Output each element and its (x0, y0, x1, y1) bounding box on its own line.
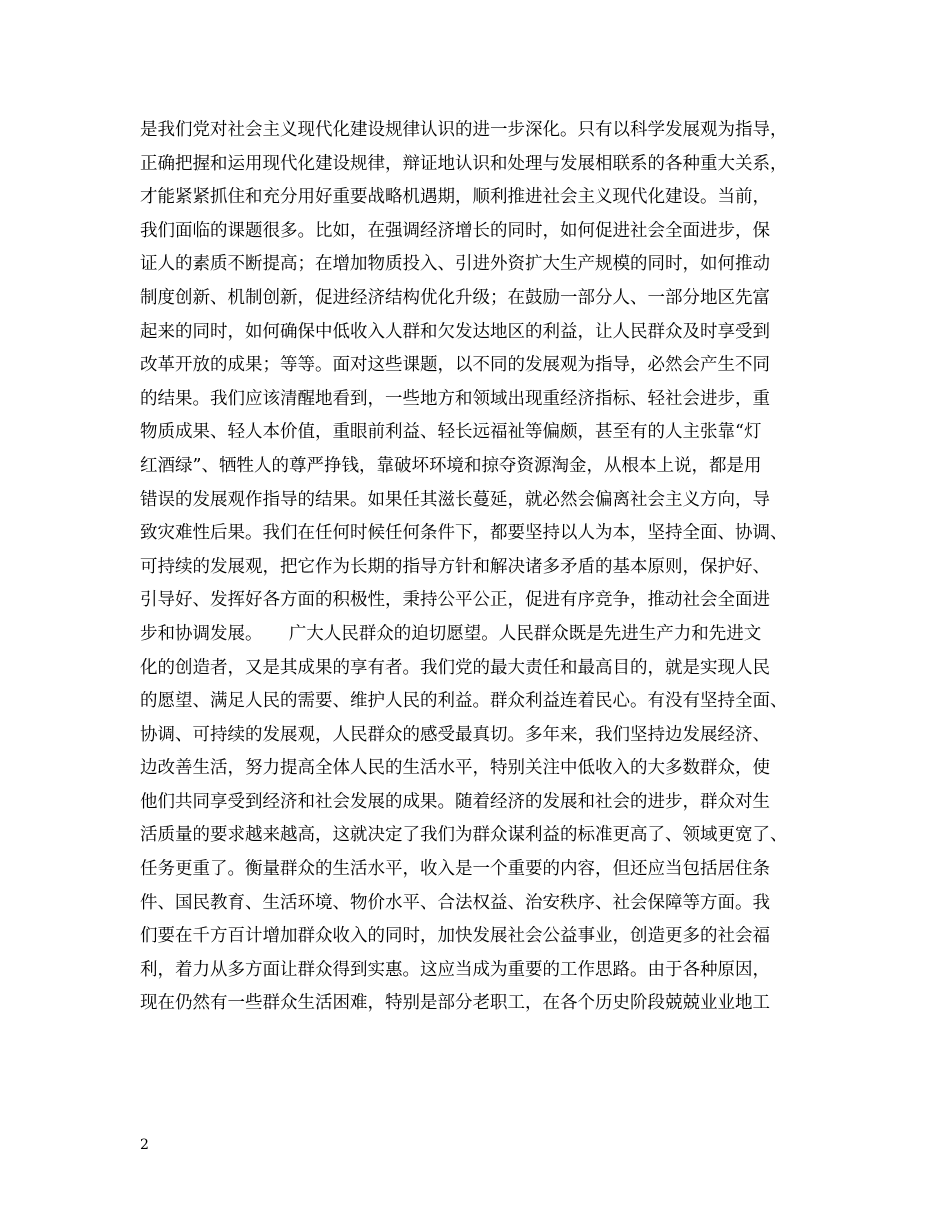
text-line: 的愿望、满足人民的需要、维护人民的利益。群众利益连着民心。有没有坚持全面、 (140, 691, 788, 712)
text-line: 边改善生活，努力提高全体人民的生活水平，特别关注中低收入的大多数群众，使 (140, 758, 770, 779)
text-line: 化的创造者，又是其成果的享有者。我们党的最大责任和最高目的，就是实现人民 (140, 657, 770, 678)
text-line: 协调、可持续的发展观，人民群众的感受最真切。多年来，我们坚持边发展经济、 (140, 724, 770, 745)
text-line: 红酒绿”、牺牲人的尊严挣钱，靠破坏环境和掠夺资源淘金，从根本上说，都是用 (140, 455, 762, 476)
text-line: 是我们党对社会主义现代化建设规律认识的进一步深化。只有以科学发展观为指导， (140, 120, 788, 140)
text-line: 证人的素质不断提高；在增加物质投入、引进外资扩大生产规模的同时，如何推动 (140, 254, 770, 275)
text-line: 的结果。我们应该清醒地看到，一些地方和领域出现重经济指标、轻社会进步，重 (140, 388, 770, 409)
text-line: 件、国民教育、生活环境、物价水平、合法权益、治安秩序、社会保障等方面。我 (140, 892, 770, 913)
text-line: 才能紧紧抓住和充分用好重要战略机遇期，顺利推进社会主义现代化建设。当前， (140, 187, 770, 208)
text-line: 们要在千方百计增加群众收入的同时，加快发展社会公益事业，创造更多的社会福 (140, 926, 770, 947)
text-line: 正确把握和运用现代化建设规律，辩证地认识和处理与发展相联系的各种重大关系， (140, 153, 788, 174)
text-line: 改革开放的成果；等等。面对这些课题，以不同的发展观为指导，必然会产生不同 (140, 355, 770, 376)
body-text (140, 114, 840, 1021)
text-line: 现在仍然有一些群众生活困难，特别是部分老职工，在各个历史阶段兢兢业业地工 (140, 993, 770, 1014)
text-line: 错误的发展观作指导的结果。如果任其滋长蔓延，就必然会偏离社会主义方向，导 (140, 489, 770, 510)
text-line: 步和协调发展。 广大人民群众的迫切愿望。人民群众既是先进生产力和先进文 (140, 623, 762, 644)
text-line: 物质成果、轻人本价值，重眼前利益、轻长远福祉等偏颇，甚至有的人主张靠“灯 (140, 422, 762, 443)
text-line: 起来的同时，如何确保中低收入人群和欠发达地区的利益，让人民群众及时享受到 (140, 321, 770, 342)
text-line: 可持续的发展观，把它作为长期的指导方针和解决诸多矛盾的基本原则，保护好、 (140, 556, 770, 577)
text-line: 任务更重了。衡量群众的生活水平，收入是一个重要的内容，但还应当包括居住条 (140, 859, 770, 880)
page-number: 2 (140, 1137, 149, 1153)
text-line: 活质量的要求越来越高，这就决定了我们为群众谋利益的标准更高了、领域更宽了、 (140, 825, 788, 846)
text-line: 引导好、发挥好各方面的积极性，秉持公平公正，促进有序竞争，推动社会全面进 (140, 590, 770, 611)
text-line: 致灾难性后果。我们在任何时候任何条件下，都要坚持以人为本，坚持全面、协调、 (140, 523, 788, 544)
text-line: 利，着力从多方面让群众得到实惠。这应当成为重要的工作思路。由于各种原因， (140, 959, 770, 980)
text-line: 制度创新、机制创新，促进经济结构优化升级；在鼓励一部分人、一部分地区先富 (140, 287, 770, 308)
text-line: 我们面临的课题很多。比如，在强调经济增长的同时，如何促进社会全面进步，保 (140, 220, 770, 241)
text-line: 他们共同享受到经济和社会发展的成果。随着经济的发展和社会的进步，群众对生 (140, 791, 770, 812)
